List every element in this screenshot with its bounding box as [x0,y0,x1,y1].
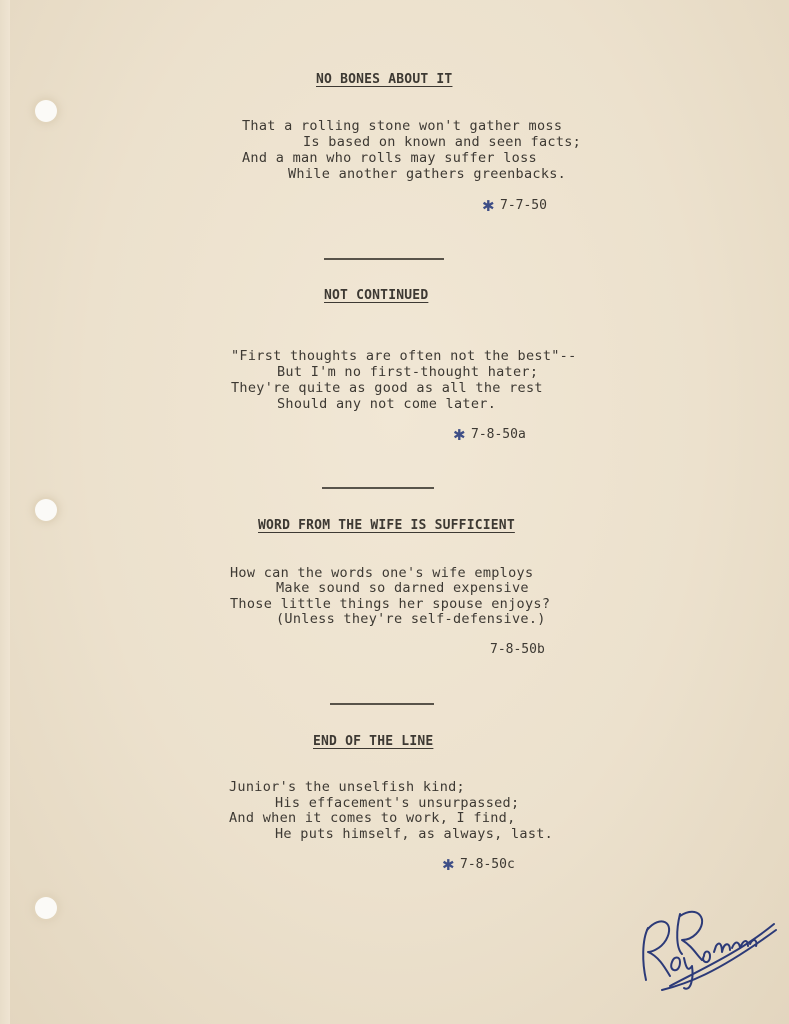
poem-title: END OF THE LINE [313,734,434,749]
poem-line: That a rolling stone won't gather moss [242,118,563,134]
poem-line: Is based on known and seen facts; [303,134,582,150]
poem-date: 7-8-50a [471,427,526,442]
poem-line: Junior's the unselfish kind; [229,779,465,795]
page-edge [0,0,10,1024]
poem-title: NO BONES ABOUT IT [316,72,453,87]
poem-line: But I'm no first-thought hater; [277,364,539,380]
poem-line: How can the words one's wife employs [230,565,534,581]
section-divider [322,487,434,489]
asterisk-mark-icon: ✱ [453,426,466,444]
poem-line: While another gathers greenbacks. [288,166,567,182]
poem-title: WORD FROM THE WIFE IS SUFFICIENT [258,518,515,533]
punch-hole [35,499,57,521]
poem-line: And a man who rolls may suffer loss [242,150,537,166]
poem-line: "First thoughts are often not the best"-- [231,348,577,364]
poem-line: Those little things her spouse enjoys? [230,596,551,612]
poem-date: 7-8-50b [490,642,545,657]
poem-line: They're quite as good as all the rest [231,380,543,396]
poem-line: (Unless they're self-defensive.) [276,611,546,627]
poem-date: 7-8-50c [460,857,515,872]
poem-line: He puts himself, as always, last. [275,826,554,842]
poem-line: Should any not come later. [277,396,497,412]
section-divider [324,258,444,260]
asterisk-mark-icon: ✱ [482,197,495,215]
poem-date: 7-7-50 [500,198,547,213]
poem-title: NOT CONTINUED [324,288,429,303]
poem-line: Make sound so darned expensive [276,580,529,596]
handwritten-signature [636,900,781,995]
section-divider [330,703,434,705]
punch-hole [35,100,57,122]
poem-line: His effacement's unsurpassed; [275,795,520,811]
punch-hole [35,897,57,919]
asterisk-mark-icon: ✱ [442,856,455,874]
poem-line: And when it comes to work, I find, [229,810,516,826]
